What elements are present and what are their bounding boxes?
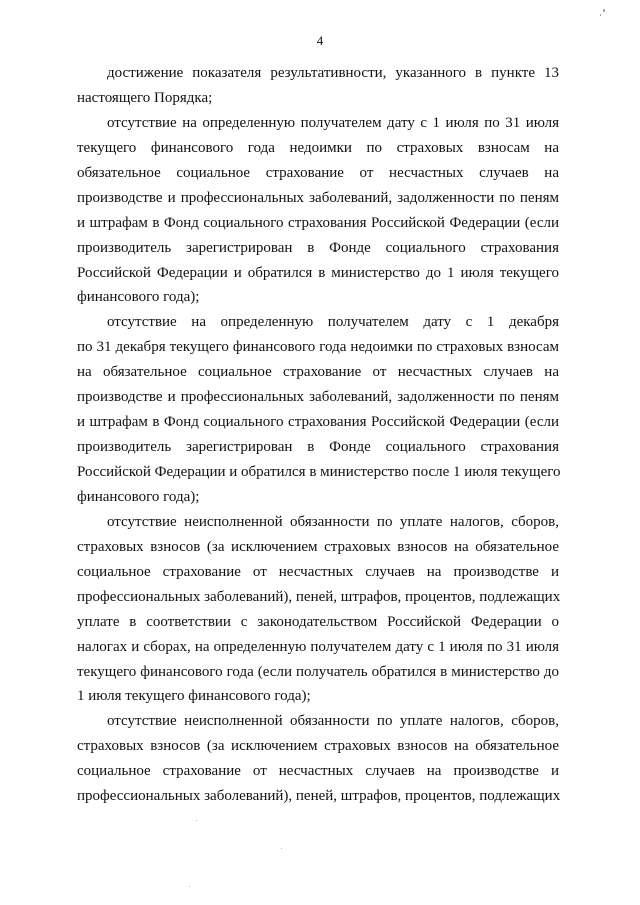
text-line: настоящего Порядка; [77,89,213,106]
page-number: 4 [316,33,324,48]
text-line: отсутствие неисполненной обязанности по уплате налогов, сборов, [107,713,559,730]
text-line: производитель зарегистрирован в Фонде социального страхования [77,239,559,256]
text-line: производстве и профессиональных заболеваний, задолженности по пеням [77,189,559,206]
text-line: Российской Федерации и обратился в министерство до 1 июля текущего [77,264,559,281]
text-line: страховых взносов (за исключением страховых взносов на обязательное [77,738,559,755]
body-text [77,61,559,809]
text-line: отсутствие на определенную получателем дату с 1 июля по 31 июля [107,114,559,131]
text-line: социальное страхование от несчастных случаев на производстве и [77,563,559,580]
text-line: профессиональных заболеваний), пеней, штрафов, процентов, подлежащих [77,588,561,605]
text-line: текущего финансового года (если получатель обратился в министерство до [77,663,559,680]
text-line: обязательное социальное страхование от несчастных случаев на [77,164,559,181]
scan-speck [281,848,282,849]
text-line: по 31 декабря текущего финансового года недоимки по страховых взносам [77,339,559,356]
text-line: финансового года); [77,488,200,505]
text-line: и штрафам в Фонд социального страхования Российской Федерации (если [77,214,559,231]
text-line: финансового года); [77,289,200,306]
text-line: 1 июля текущего финансового года); [77,688,311,705]
text-line: Российской Федерации и обратился в министерство после 1 июля текущего [77,464,561,480]
text-line: социальное страхование от несчастных случаев на производстве и [77,763,559,780]
text-line: отсутствие неисполненной обязанности по уплате налогов, сборов, [107,513,559,530]
scan-speck [196,820,197,821]
text-line: отсутствие на определенную получателем дату с 1 декабря [107,314,559,331]
text-line: уплате в соответствии с законодательством Российской Федерации о [77,613,559,630]
text-line: текущего финансового года недоимки по страховых взносам на [77,139,559,156]
text-line: страховых взносов (за исключением страховых взносов на обязательное [77,538,559,555]
scan-speck [189,886,190,887]
text-line: достижение показателя результативности, указанного в пункте 13 [107,65,559,81]
text-line: профессиональных заболеваний), пеней, штрафов, процентов, подлежащих [77,788,561,805]
scan-speck [603,9,605,12]
text-line: производитель зарегистрирован в Фонде социального страхования [77,439,559,456]
text-line: и штрафам в Фонд социального страхования Российской Федерации (если [77,414,559,431]
text-line: на обязательное социальное страхование от несчастных случаев на [77,364,559,381]
text-line: производстве и профессиональных заболеваний, задолженности по пеням [77,389,559,406]
text-line: налогах и сборах, на определенную получателем дату с 1 июля по 31 июля [77,638,559,655]
scan-speck [600,14,601,16]
